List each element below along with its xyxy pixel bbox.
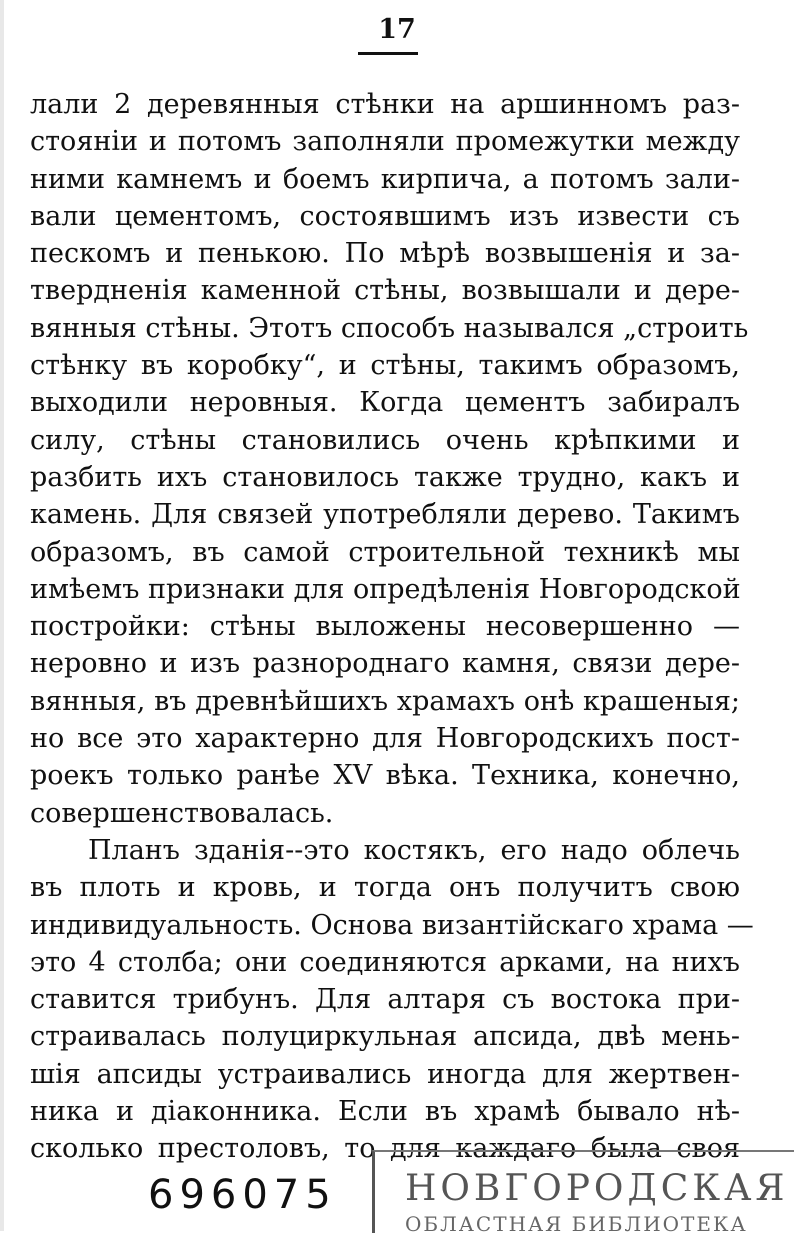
paragraph-2	[30, 832, 754, 1168]
text-line: камень. Для связей употребляли дерево. Такимъ	[30, 499, 740, 531]
text-line: стояніи и потомъ заполняли промежутки между	[30, 126, 740, 158]
text-line: ставится трибунъ. Для алтаря съ востока при-	[30, 984, 740, 1016]
text-line: страивалась полуциркульная апсида, двѣ мень-	[30, 1021, 740, 1053]
body-text	[30, 86, 754, 1168]
text-line: индивидуальность. Основа византійскаго храма —	[30, 909, 754, 941]
library-stamp-line1: НОВГОРОДСКАЯ	[405, 1168, 789, 1209]
text-line: сколько престоловъ, то для каждаго была своя	[30, 1133, 740, 1165]
text-line: въ плоть и кровь, и тогда онъ получитъ свою	[30, 872, 740, 904]
text-line: силу, стѣны становились очень крѣпкими и	[30, 424, 740, 456]
text-line: лали 2 деревянныя стѣнки на аршинномъ раз-	[30, 89, 740, 120]
text-line: совершенствовалась.	[30, 797, 334, 829]
text-line: имѣемъ признаки для опредѣленія Новгородской	[30, 573, 741, 605]
text-line: это 4 столба; они соединяются арками, на нихъ	[30, 946, 740, 978]
page-number: 17	[378, 14, 416, 45]
text-line: пескомъ и пенькою. По мѣрѣ возвышенія и за-	[30, 238, 740, 270]
text-line: образомъ, въ самой строительной техникѣ мы	[30, 536, 740, 568]
text-line: выходили неровныя. Когда цементъ забиралъ	[30, 387, 740, 419]
text-line: ника и діаконника. Если въ храмѣ бывало нѣ-	[30, 1096, 740, 1128]
text-line: постройки: стѣны выложены несовершенно —	[30, 611, 740, 643]
paragraph-1	[30, 86, 749, 832]
text-line: ними камнемъ и боемъ кирпича, а потомъ зали-	[30, 163, 740, 195]
text-line: стѣнку въ коробку“, и стѣны, такимъ образомъ,	[30, 350, 740, 382]
text-line: разбить ихъ становилось также трудно, какъ и	[30, 461, 740, 493]
page-edge	[0, 0, 4, 1231]
library-stamp	[372, 1150, 794, 1233]
text-line: твердненія каменной стѣны, возвышали и дере-	[30, 275, 740, 307]
library-stamp-line2: ОБЛАСТНАЯ БИБЛИОТЕКА	[405, 1212, 748, 1233]
text-line: вали цементомъ, состоявшимъ изъ извести съ	[30, 200, 740, 232]
text-line: роекъ только ранѣе XV вѣка. Техника, конечно,	[30, 760, 740, 792]
text-line: неровно и изъ разнороднаго камня, связи дере-	[30, 648, 740, 680]
text-line: Планъ зданія--это костякъ, его надо облечь	[88, 834, 740, 866]
text-line: шія апсиды устраивались иногда для жертвен-	[30, 1058, 740, 1090]
text-line: вянныя стѣны. Этотъ способъ назывался „строить	[30, 312, 749, 344]
text-line: вянныя, въ древнѣйшихъ храмахъ онѣ крашеныя;	[30, 685, 740, 717]
text-line: но все это характерно для Новгородскихъ пост-	[30, 723, 740, 755]
inventory-number: 696075	[148, 1172, 337, 1218]
header-rule	[358, 52, 418, 55]
